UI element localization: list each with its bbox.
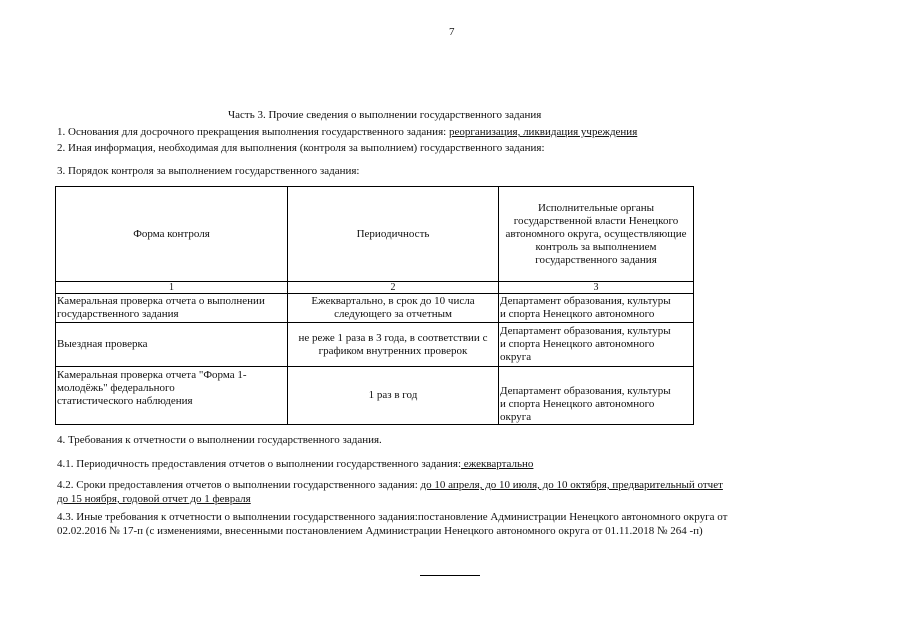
column-number: 2 xyxy=(288,282,499,294)
reporting-deadlines-value: до 10 апреля, до 10 июля, до 10 октября, предварительный отчет xyxy=(420,479,723,491)
cell-authority: Департамент образования, культуры и спорта Ненецкого автономного xyxy=(499,294,694,323)
reporting-periodicity-label: 4.1. Периодичность предоставления отчетов о выполнении государственного задания: xyxy=(57,458,462,470)
cell-periodicity: 1 раз в год xyxy=(288,367,499,425)
part-title: Часть 3. Прочие сведения о выполнении государственного задания xyxy=(228,109,542,121)
table-row xyxy=(56,294,694,323)
reporting-periodicity-value: ежеквартально xyxy=(461,458,534,470)
reporting-deadlines-value-continued: до 15 ноября, годовой отчет до 1 февраля xyxy=(57,493,251,505)
other-reporting-requirements-continued: 02.02.2016 № 17-п (с изменениями, внесенными постановлением Администрации Ненецкого автономного округа от 01.11.2018 № 264 -п) xyxy=(57,525,703,537)
cell-control-form: Выездная проверка xyxy=(56,323,288,367)
table-row xyxy=(56,323,694,367)
cell-control-form: Камеральная проверка отчета "Форма 1-молодёжь" федерального статистического наблюдения xyxy=(56,367,288,425)
header-periodicity: Периодичность xyxy=(288,187,499,282)
page-number: 7 xyxy=(449,26,455,38)
cell-periodicity: Ежеквартально, в срок до 10 числа следующего за отчетным xyxy=(288,294,499,323)
header-control-form: Форма контроля xyxy=(56,187,288,282)
reporting-deadlines xyxy=(57,479,723,492)
column-number: 3 xyxy=(499,282,694,294)
reporting-requirements-heading: 4. Требования к отчетности о выполнении государственного задания. xyxy=(57,434,382,446)
cell-control-form: Камеральная проверка отчета о выполнении государственного задания xyxy=(56,294,288,323)
reporting-deadlines-continued xyxy=(57,493,251,506)
footer-rule xyxy=(420,575,480,576)
early-termination-grounds xyxy=(57,126,637,139)
table-column-number-row xyxy=(56,282,694,294)
header-authorities: Исполнительные органы государственной власти Ненецкого автономного округа, осуществляющие контроль за выполнением государственного задания xyxy=(499,187,694,282)
table-row xyxy=(56,367,694,425)
column-number: 1 xyxy=(56,282,288,294)
cell-authority: Департамент образования, культуры и спорта Ненецкого автономного округа xyxy=(499,367,694,425)
other-information: 2. Иная информация, необходимая для выполнения (контроля за выполнием) государственного задания: xyxy=(57,142,545,154)
control-table xyxy=(55,186,694,425)
cell-authority: Департамент образования, культуры и спорта Ненецкого автономного округа xyxy=(499,323,694,367)
cell-periodicity: не реже 1 раза в 3 года, в соответствии с графиком внутренних проверок xyxy=(288,323,499,367)
table-header-row xyxy=(56,187,694,282)
control-procedure-heading: 3. Порядок контроля за выполнением государственного задания: xyxy=(57,165,360,177)
reporting-deadlines-label: 4.2. Сроки предоставления отчетов о выполнении государственного задания: xyxy=(57,479,421,491)
reporting-periodicity xyxy=(57,458,533,471)
early-termination-label: 1. Основания для досрочного прекращения выполнения государственного задания: xyxy=(57,126,449,138)
other-reporting-requirements: 4.3. Иные требования к отчетности о выполнении государственного задания:постановление Администрации Ненецкого автономного округа от xyxy=(57,511,728,523)
early-termination-value: реорганизация, ликвидация учреждения xyxy=(448,126,638,138)
